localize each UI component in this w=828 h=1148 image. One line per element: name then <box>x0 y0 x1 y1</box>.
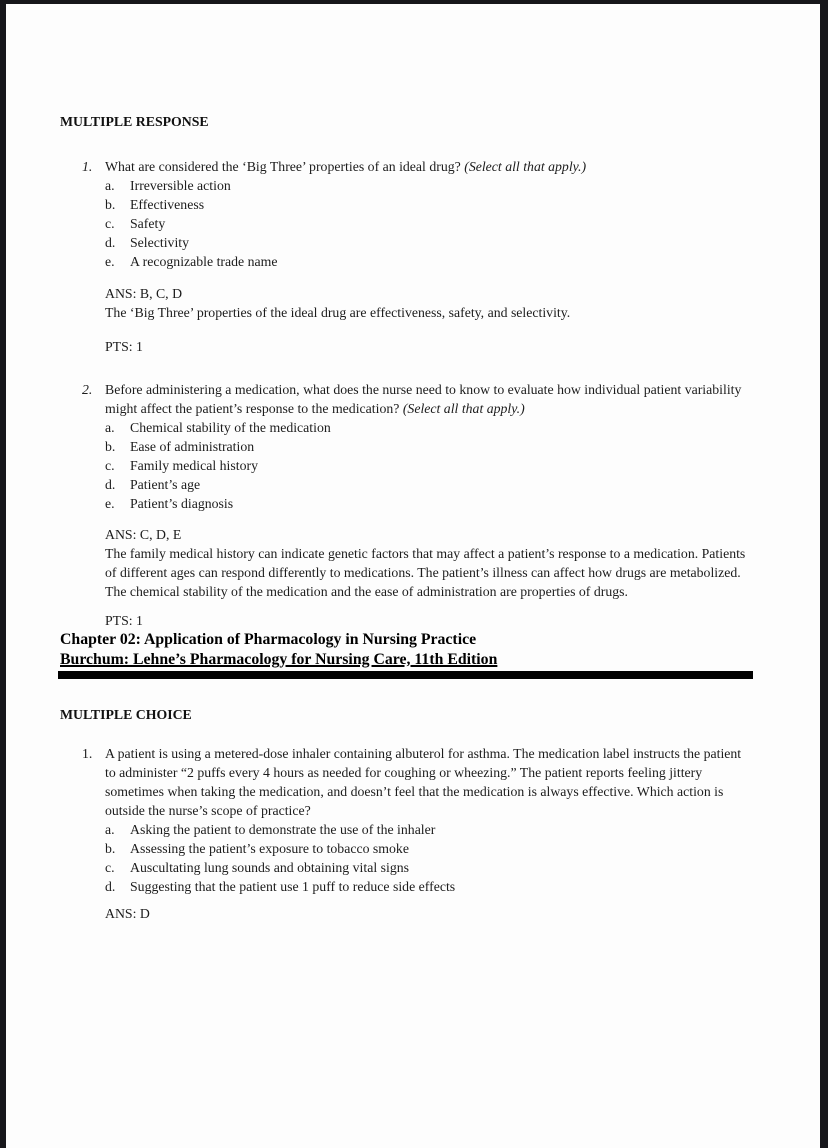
option-row <box>105 252 748 271</box>
option-row <box>105 494 748 513</box>
option-row <box>105 176 748 195</box>
page-border-top <box>0 0 828 4</box>
question-mr-1 <box>60 157 748 356</box>
option-text: Safety <box>130 216 166 231</box>
option-row <box>105 418 748 437</box>
question-stem-row <box>60 157 748 176</box>
option-letter: b. <box>105 841 116 856</box>
answer-block <box>105 525 748 601</box>
answer-line: ANS: D <box>105 906 150 921</box>
option-text: Auscultating lung sounds and obtaining vital signs <box>130 860 409 875</box>
option-row <box>105 195 748 214</box>
option-row <box>105 214 748 233</box>
option-row <box>105 475 748 494</box>
option-row <box>105 820 748 839</box>
multiple-choice-heading: MULTIPLE CHOICE <box>60 707 192 722</box>
option-row <box>105 877 748 896</box>
option-text: Suggesting that the patient use 1 puff to reduce side effects <box>130 879 456 894</box>
page-content <box>60 112 748 923</box>
question-stem-instruction: (Select all that apply.) <box>464 159 587 174</box>
options-list <box>60 820 748 896</box>
question-stem-text: What are considered the ‘Big Three’ properties of an ideal drug? <box>105 159 461 174</box>
option-row <box>105 437 748 456</box>
answer-block <box>105 904 748 923</box>
option-letter: d. <box>105 879 116 894</box>
question-stem-text: A patient is using a metered-dose inhaler containing albuterol for asthma. The medication label instructs the patient to administer “2 puffs every 4 hours as needed for coughing or wheezing.” The patient reports feeling jittery sometimes when taking the medication, and doesn’t feel that the medication is always effective. Which action is outside the nurse’s scope of practice? <box>105 746 742 818</box>
option-text: Selectivity <box>130 235 190 250</box>
option-letter: c. <box>105 860 115 875</box>
points-line: PTS: 1 <box>105 613 143 628</box>
option-letter: e. <box>105 254 115 269</box>
question-number: 1. <box>82 746 93 761</box>
option-text: Patient’s age <box>130 477 201 492</box>
question-stem-row <box>60 744 748 820</box>
option-text: Patient’s diagnosis <box>130 496 234 511</box>
options-list <box>60 418 748 513</box>
multiple-response-heading: MULTIPLE RESPONSE <box>60 114 209 129</box>
option-text: Chemical stability of the medication <box>130 420 331 435</box>
section-divider-bar <box>58 671 753 679</box>
options-list <box>60 176 748 271</box>
option-row <box>105 233 748 252</box>
feedback-text: The ‘Big Three’ properties of the ideal drug are effectiveness, safety, and selectivity. <box>105 305 571 320</box>
option-letter: e. <box>105 496 115 511</box>
page-border-left <box>0 0 6 1148</box>
points-line: PTS: 1 <box>105 339 143 354</box>
option-letter: b. <box>105 197 116 212</box>
option-text: Ease of administration <box>130 439 255 454</box>
option-row <box>105 839 748 858</box>
option-row <box>105 858 748 877</box>
question-stem-text: Before administering a medication, what does the nurse need to know to evaluate how individual patient variability might affect the patient’s response to the medication? <box>105 382 742 416</box>
answer-line: ANS: C, D, E <box>105 527 182 542</box>
option-letter: b. <box>105 439 116 454</box>
option-text: Effectiveness <box>130 197 205 212</box>
answer-block <box>105 284 748 322</box>
question-mc-1 <box>60 744 748 923</box>
book-title: Burchum: Lehne’s Pharmacology for Nursing Care, 11th Edition <box>60 651 498 668</box>
chapter-title: Chapter 02: Application of Pharmacology in Nursing Practice <box>60 631 477 648</box>
question-stem-row <box>60 380 748 418</box>
option-text: A recognizable trade name <box>130 254 278 269</box>
option-row <box>105 456 748 475</box>
option-letter: c. <box>105 216 115 231</box>
option-letter: a. <box>105 178 115 193</box>
page-border-right <box>820 0 828 1148</box>
option-letter: a. <box>105 822 115 837</box>
question-mr-2 <box>60 380 748 630</box>
question-stem-instruction: (Select all that apply.) <box>402 401 525 416</box>
question-number: 1. <box>82 159 93 174</box>
question-number: 2. <box>82 382 93 397</box>
answer-line: ANS: B, C, D <box>105 286 183 301</box>
question-stem <box>105 380 748 418</box>
option-letter: c. <box>105 458 115 473</box>
question-stem <box>105 744 748 820</box>
option-text: Family medical history <box>130 458 258 473</box>
chapter-header <box>60 630 748 679</box>
question-stem <box>105 157 748 176</box>
option-letter: d. <box>105 477 116 492</box>
option-letter: a. <box>105 420 115 435</box>
feedback-text: The family medical history can indicate genetic factors that may affect a patient’s response to a medication. Patients of different ages can respond differently to medications. The patient’s illness can affect how drugs are metabolized. The chemical stability of the medication and the ease of administration are properties of drugs. <box>105 546 746 599</box>
option-text: Asking the patient to demonstrate the use of the inhaler <box>130 822 436 837</box>
option-text: Irreversible action <box>130 178 231 193</box>
option-letter: d. <box>105 235 116 250</box>
option-text: Assessing the patient’s exposure to tobacco smoke <box>130 841 409 856</box>
